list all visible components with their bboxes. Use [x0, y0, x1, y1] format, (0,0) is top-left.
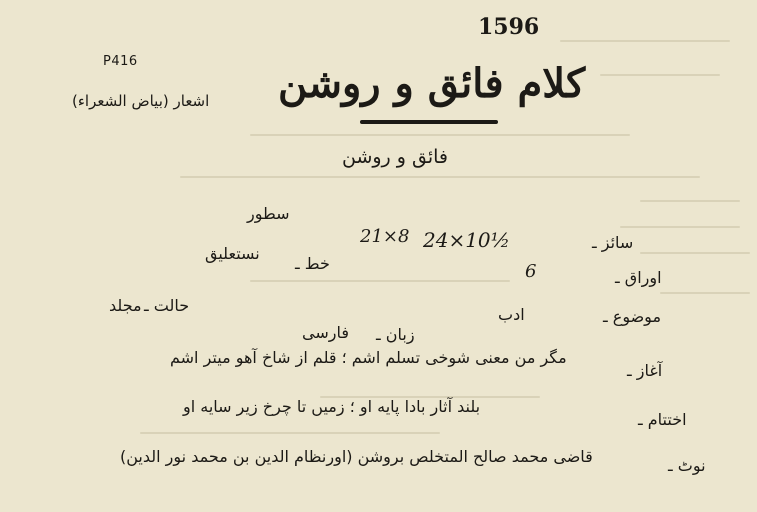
language-value: فارسی — [302, 323, 349, 342]
condition-value: مجلد — [109, 296, 142, 315]
page-title: کلام فائق و روشن — [278, 60, 586, 107]
genre-heading: اشعار (بیاض الشعراء) — [72, 92, 210, 110]
size-unit: سطور — [247, 204, 290, 223]
size-text-value: 21×8 — [360, 226, 410, 247]
subject-value: ادب — [498, 305, 525, 324]
condition-label: حالت ـ — [144, 296, 190, 315]
script-value: نستعلیق — [205, 244, 260, 263]
explicit-label: اختتام ـ — [638, 410, 687, 429]
script-label: خط ـ — [295, 254, 330, 273]
folios-value: 6 — [525, 261, 537, 282]
size-label: سائز ـ — [592, 233, 634, 252]
page-subtitle: فائق و روشن — [342, 146, 448, 168]
incipit-label: آغاز ـ — [627, 361, 663, 380]
title-underline — [360, 120, 498, 124]
explicit-value: بلند آثار بادا پایه او ؛ زمیں تا چرخ زیر سایه او — [183, 397, 481, 416]
reference-number: P416 — [103, 54, 138, 69]
catalogue-number: 1596 — [478, 14, 540, 40]
folios-label: اوراق ـ — [615, 268, 662, 287]
subject-label: موضوع ـ — [603, 307, 662, 326]
size-page-value: 24×10½ — [423, 228, 511, 252]
language-label: زبان ـ — [376, 325, 415, 344]
note-label: نوٹ ـ — [668, 456, 706, 475]
incipit-value: مگر من معنی شوخی تسلم اشم ؛ قلم از شاخ آهو میتر اشم — [170, 348, 567, 367]
note-value: قاضی محمد صالح المتخلص بروشن (اورنظام الدین بن محمد نور الدین) — [120, 447, 593, 466]
